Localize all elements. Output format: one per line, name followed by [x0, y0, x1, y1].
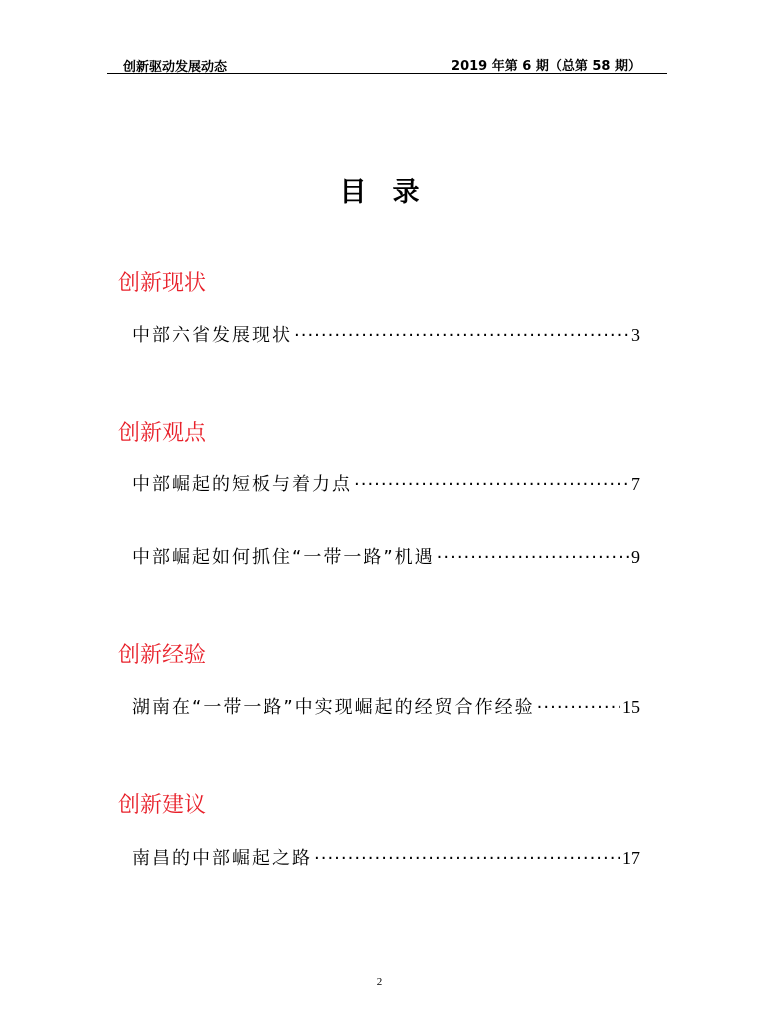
toc-entry[interactable] — [132, 543, 640, 569]
section-heading-innovation-viewpoints: 创新观点 — [118, 421, 207, 446]
toc-entry-title: 南昌的中部崛起之路 — [132, 848, 312, 869]
dot-leader — [354, 474, 629, 495]
publication-name: 创新驱动发展动态 — [123, 60, 228, 75]
toc-title: 目录 — [339, 177, 446, 208]
toc-entry[interactable] — [132, 844, 640, 870]
header-divider — [107, 73, 667, 74]
issue-number: 2019 年第 6 期（总第 58 期） — [451, 59, 641, 74]
page-number: 2 — [376, 976, 383, 988]
toc-entry-title: 中部六省发展现状 — [132, 325, 292, 346]
toc-entry-page: 7 — [631, 474, 640, 494]
section-heading-innovation-status: 创新现状 — [118, 271, 207, 296]
toc-entry-page: 3 — [631, 325, 640, 345]
toc-entry-title: 湖南在“一带一路”中实现崛起的经贸合作经验 — [132, 697, 535, 718]
toc-entry[interactable] — [132, 470, 640, 496]
toc-entry[interactable] — [132, 693, 640, 719]
dot-leader — [294, 325, 629, 346]
section-heading-innovation-experience: 创新经验 — [118, 643, 207, 668]
dot-leader — [537, 697, 620, 718]
toc-entry-page: 17 — [622, 848, 640, 868]
toc-entry-page: 9 — [631, 547, 640, 567]
toc-entry-title: 中部崛起的短板与着力点 — [132, 474, 352, 495]
toc-entry-title: 中部崛起如何抓住“一带一路”机遇 — [132, 547, 435, 568]
dot-leader — [314, 848, 620, 869]
dot-leader — [437, 547, 629, 568]
toc-entry[interactable] — [132, 321, 640, 347]
section-heading-innovation-suggestions: 创新建议 — [118, 793, 207, 818]
toc-entry-page: 15 — [622, 697, 640, 717]
